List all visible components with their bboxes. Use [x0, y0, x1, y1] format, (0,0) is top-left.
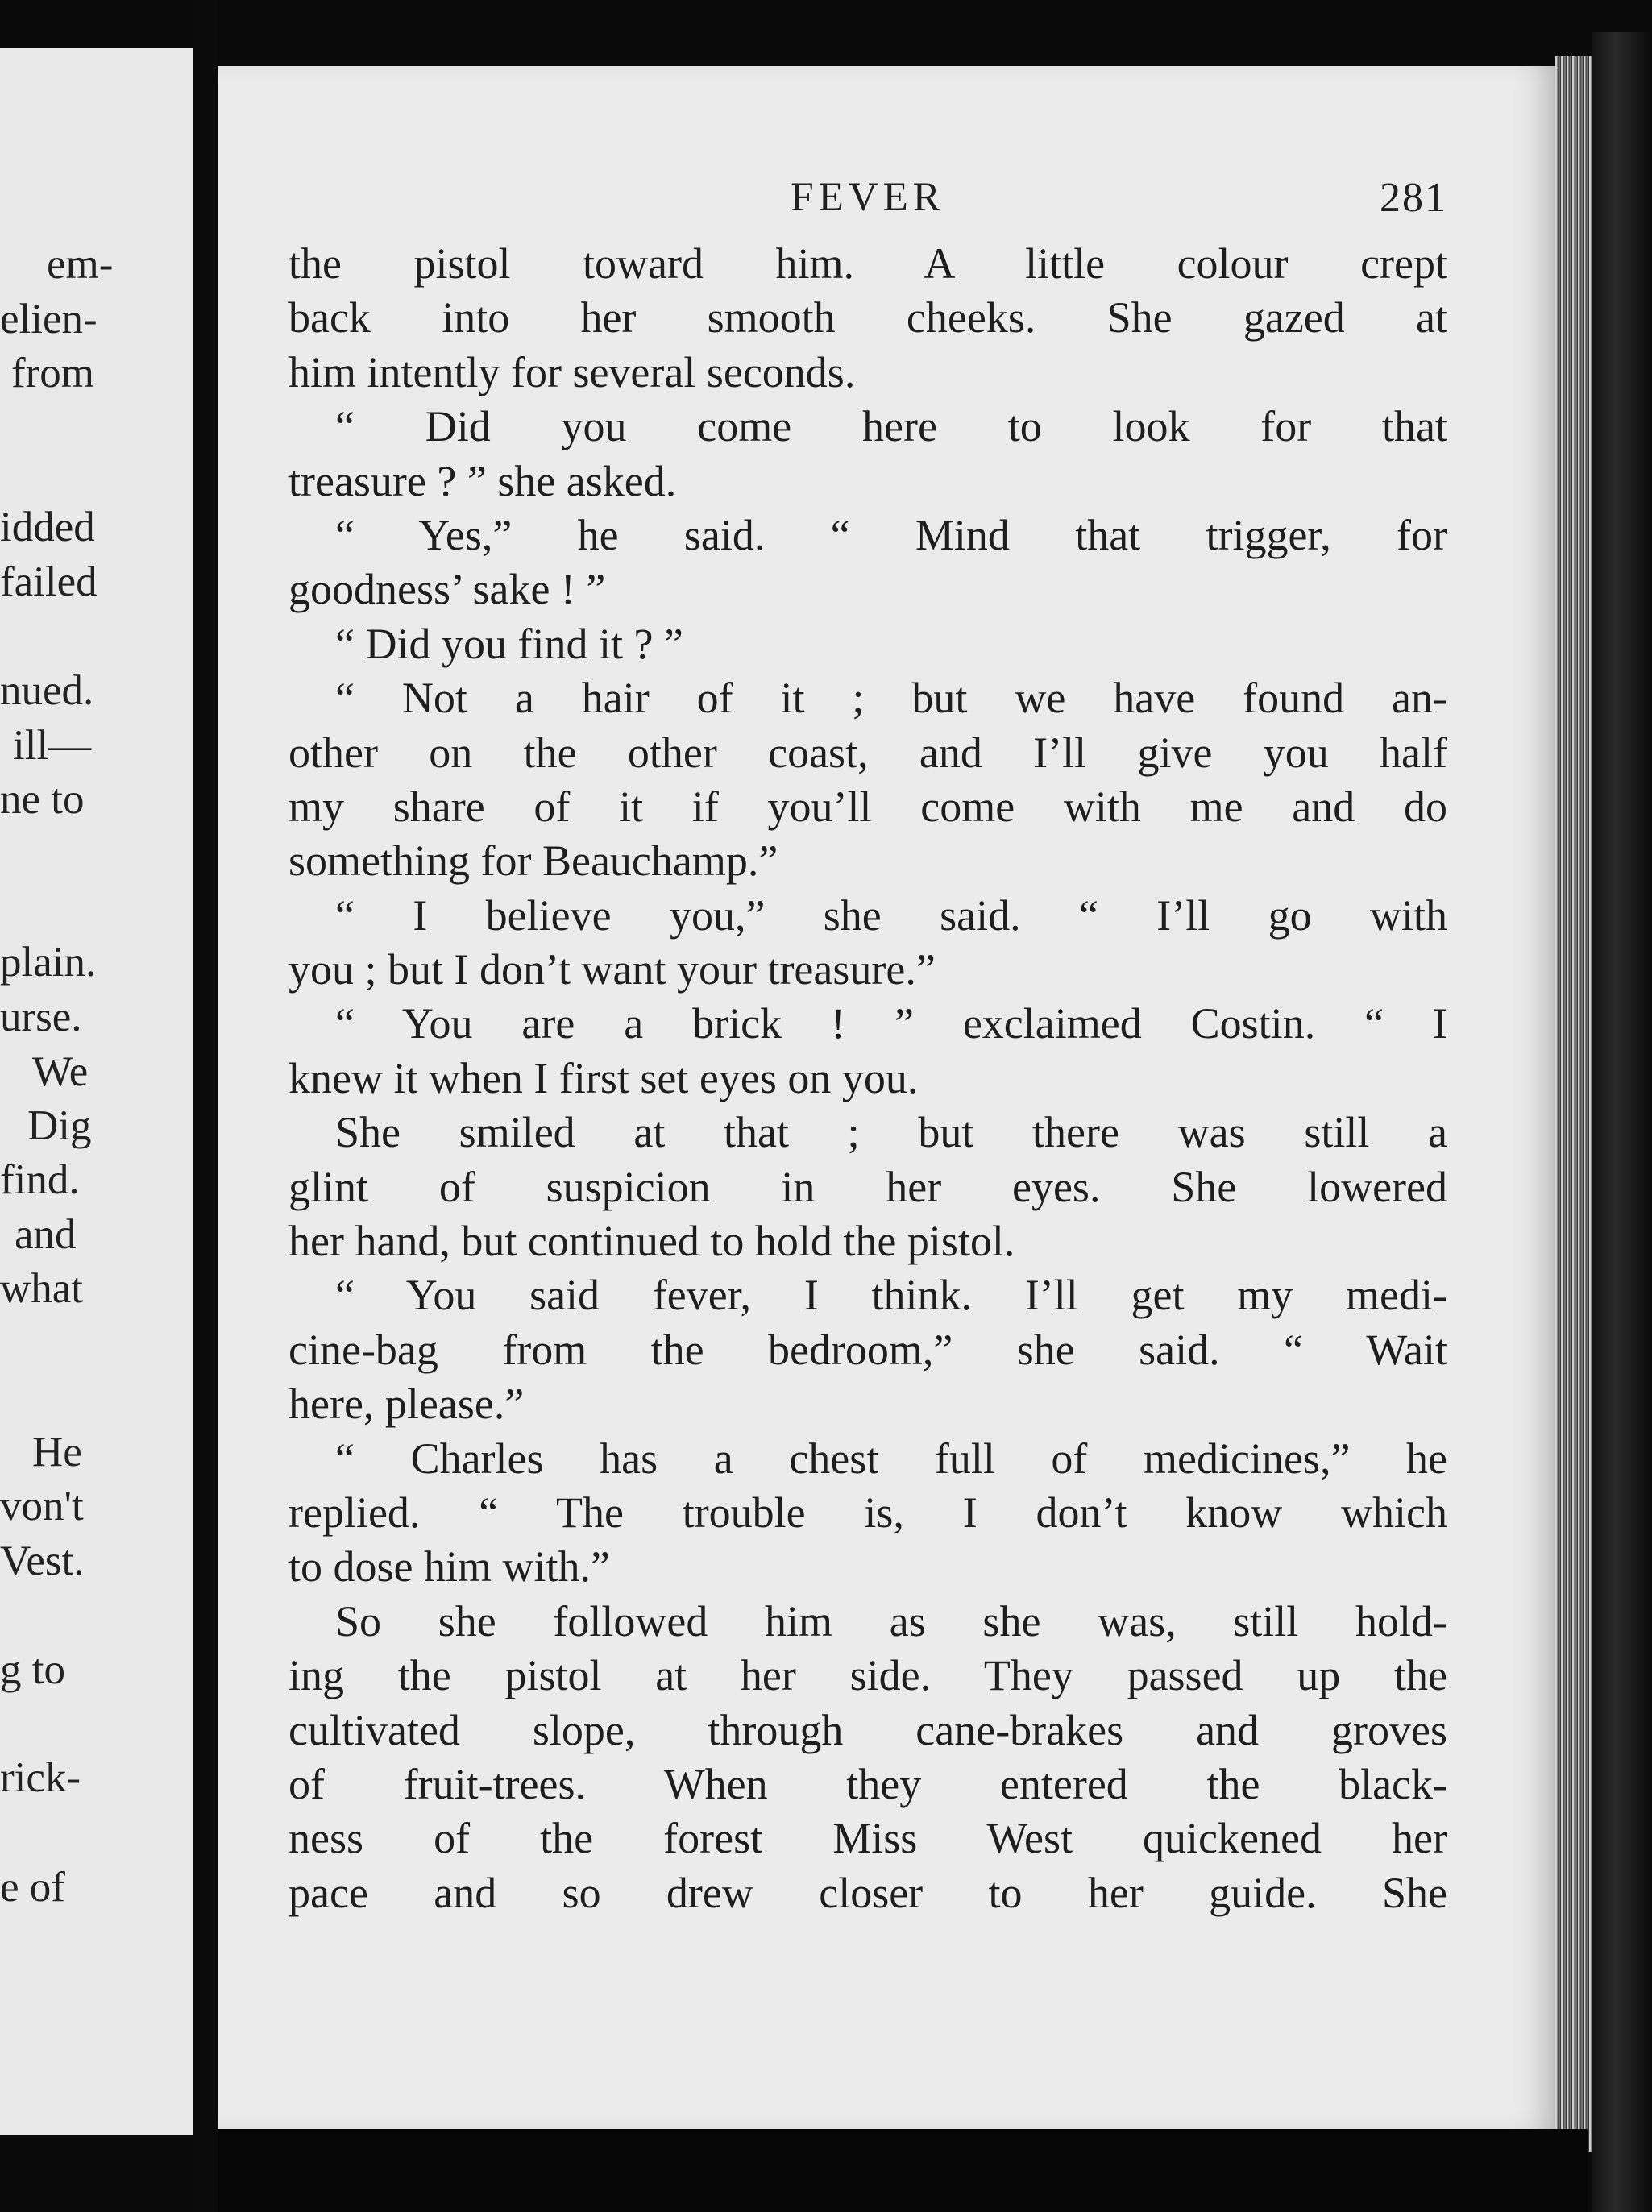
- fragment-line: from: [11, 350, 95, 396]
- body-text: [288, 237, 1447, 1920]
- book-cover-edge: [1592, 32, 1652, 2212]
- fragment-line: failed: [0, 558, 98, 605]
- book-page: [218, 66, 1555, 2129]
- page-edges: [1555, 56, 1592, 2152]
- text-line: him intently for several seconds.: [288, 347, 856, 396]
- fragment-line: ill—: [13, 722, 92, 769]
- fragment-line: plain.: [0, 939, 97, 986]
- text-line: “ You are a brick ! ” exclaimed Costin. “ I: [335, 999, 1447, 1048]
- fragment-line: idded: [0, 504, 95, 550]
- running-title: FEVER: [791, 175, 945, 220]
- fragment-line: nued.: [0, 667, 94, 714]
- fragment-line: We: [32, 1048, 89, 1095]
- fragment-line: find.: [0, 1156, 80, 1203]
- fragment-line: em-: [47, 241, 114, 288]
- text-line: She smiled at that ; but there was still a: [335, 1108, 1447, 1157]
- text-line: ing the pistol at her side. They passed up the: [288, 1651, 1447, 1700]
- text-line: other on the other coast, and I’ll give you half: [288, 728, 1447, 777]
- fragment-line: e of: [0, 1864, 65, 1911]
- text-line: glint of suspicion in her eyes. She lowered: [288, 1162, 1447, 1211]
- text-line: something for Beauchamp.”: [288, 836, 778, 886]
- text-line: “ Yes,” he said. “ Mind that trigger, for: [335, 510, 1447, 559]
- text-line: knew it when I first set eyes on you.: [288, 1053, 919, 1102]
- fragment-line: elien-: [0, 296, 98, 342]
- fragment-line: urse.: [0, 994, 82, 1040]
- text-line: to dose him with.”: [288, 1542, 610, 1592]
- text-line: “ Did you come here to look for that: [335, 402, 1447, 451]
- text-line: ness of the forest Miss West quickened her: [288, 1814, 1447, 1863]
- text-line: her hand, but continued to hold the pistol.: [288, 1217, 1015, 1266]
- text-line: the pistol toward him. A little colour crept: [288, 239, 1447, 288]
- facing-page-fragment: [0, 48, 193, 2135]
- fragment-line: g to: [0, 1646, 65, 1693]
- book-bottom-edge: [218, 2129, 1588, 2212]
- fragment-line: and: [15, 1211, 77, 1258]
- text-line: treasure ? ” she asked.: [288, 456, 677, 505]
- text-line: replied. “ The trouble is, I don’t know which: [288, 1488, 1447, 1537]
- text-line: “ Not a hair of it ; but we have found an-: [335, 674, 1447, 723]
- text-line: “ Did you find it ? ”: [335, 619, 683, 668]
- fragment-line: Vest.: [0, 1538, 85, 1584]
- fragment-line: von't: [0, 1483, 84, 1529]
- text-line: of fruit-trees. When they entered the black-: [288, 1759, 1447, 1808]
- fragment-line: ne to: [0, 776, 85, 823]
- text-line: pace and so drew closer to her guide. She: [288, 1868, 1447, 1917]
- text-line: cine-bag from the bedroom,” she said. “ Wait: [288, 1325, 1447, 1374]
- text-line: here, please.”: [288, 1380, 525, 1429]
- running-head: [288, 174, 1447, 230]
- text-line: my share of it if you’ll come with me and do: [288, 782, 1447, 831]
- text-line: “ I believe you,” she said. “ I’ll go with: [335, 890, 1447, 940]
- text-line: So she followed him as she was, still hold-: [335, 1596, 1447, 1646]
- text-line: you ; but I don’t want your treasure.”: [288, 945, 936, 994]
- fragment-line: Dig: [27, 1102, 92, 1149]
- text-line: cultivated slope, through cane-brakes and groves: [288, 1705, 1447, 1754]
- text-line: goodness’ sake ! ”: [288, 565, 606, 614]
- text-line: back into her smooth cheeks. She gazed at: [288, 293, 1447, 342]
- fragment-line: what: [0, 1265, 84, 1312]
- text-line: “ Charles has a chest full of medicines,” he: [335, 1434, 1447, 1483]
- fragment-line: He: [32, 1429, 82, 1475]
- gutter: [193, 0, 218, 2212]
- text-line: “ You said fever, I think. I’ll get my medi-: [335, 1271, 1447, 1320]
- fragment-line: rick-: [0, 1754, 81, 1801]
- page-number: 281: [1380, 175, 1447, 221]
